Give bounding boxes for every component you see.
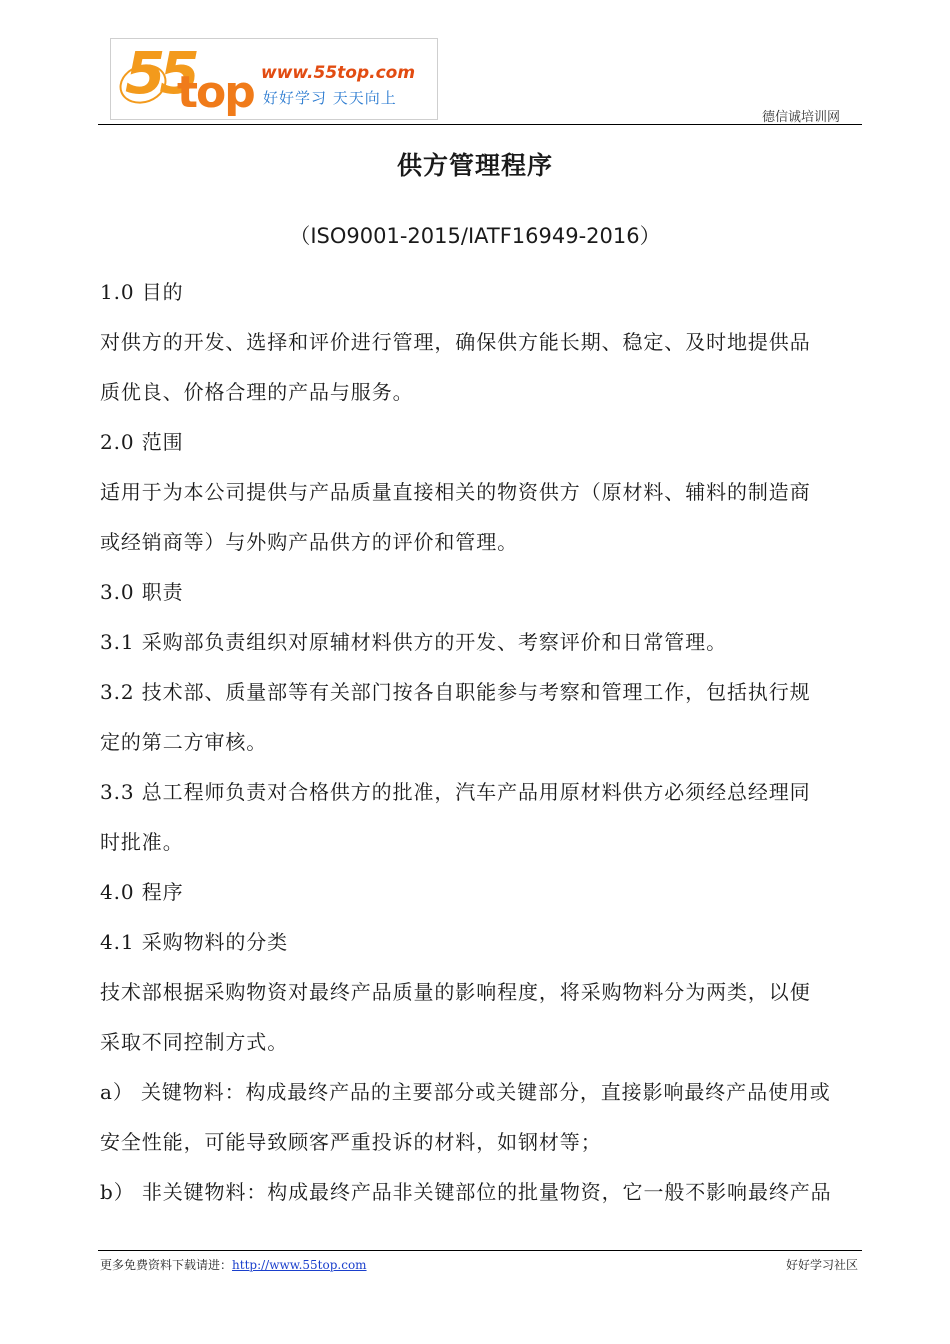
logo-slogan: 好好学习 天天向上 xyxy=(263,89,397,107)
footer-left xyxy=(100,1256,367,1273)
body-line: 或经销商等）与外购产品供方的评价和管理。 xyxy=(100,530,518,554)
body-line: 技术部根据采购物资对最终产品质量的影响程度，将采购物料分为两类，以便 xyxy=(100,980,811,1004)
document-subtitle: （ISO9001-2015/IATF16949-2016） xyxy=(289,224,661,248)
body-line: 1.0 目的 xyxy=(100,280,184,304)
body-line: 4.1 采购物料的分类 xyxy=(100,930,289,954)
logo-word: top xyxy=(177,67,254,118)
document-body xyxy=(100,274,862,1224)
body-line: 时批准。 xyxy=(100,830,184,854)
body-line: 3.0 职责 xyxy=(100,580,184,604)
site-logo xyxy=(110,38,438,120)
body-line: 定的第二方审核。 xyxy=(100,730,268,754)
header-divider xyxy=(98,124,862,125)
footer-right: 好好学习社区 xyxy=(785,1258,858,1272)
body-line: 3.1 采购部负责组织对原辅材料供方的开发、考察评价和日常管理。 xyxy=(100,630,727,654)
footer-prefix: 更多免费资料下载请进： xyxy=(100,1258,233,1272)
site-name: 德信诚培训网 xyxy=(761,110,840,125)
body-line: 采取不同控制方式。 xyxy=(100,1030,289,1054)
logo-url: www.55top.com xyxy=(261,63,416,83)
body-line: 安全性能，可能导致顾客严重投诉的材料，如钢材等； xyxy=(100,1130,602,1154)
document-title: 供方管理程序 xyxy=(396,151,553,180)
body-line: 3.3 总工程师负责对合格供方的批准，汽车产品用原材料供方必须经总经理同 xyxy=(100,780,811,804)
body-line: 3.2 技术部、质量部等有关部门按各自职能参与考察和管理工作，包括执行规 xyxy=(100,680,811,704)
body-line: 质优良、价格合理的产品与服务。 xyxy=(100,380,414,404)
body-line: 对供方的开发、选择和评价进行管理，确保供方能长期、稳定、及时地提供品 xyxy=(100,330,811,354)
logo-digits: 55 xyxy=(125,39,194,107)
footer-divider xyxy=(98,1250,862,1251)
body-line: 适用于为本公司提供与产品质量直接相关的物资供方（原材料、辅料的制造商 xyxy=(100,480,811,504)
body-line: a） 关键物料：构成最终产品的主要部分或关键部分，直接影响最终产品使用或 xyxy=(100,1080,831,1104)
body-line: 4.0 程序 xyxy=(100,880,184,904)
body-line: b） 非关键物料：构成最终产品非关键部位的批量物资，它一般不影响最终产品 xyxy=(100,1180,832,1204)
footer-link[interactable]: http://www.55top.com xyxy=(232,1258,367,1272)
body-line: 2.0 范围 xyxy=(100,430,184,454)
